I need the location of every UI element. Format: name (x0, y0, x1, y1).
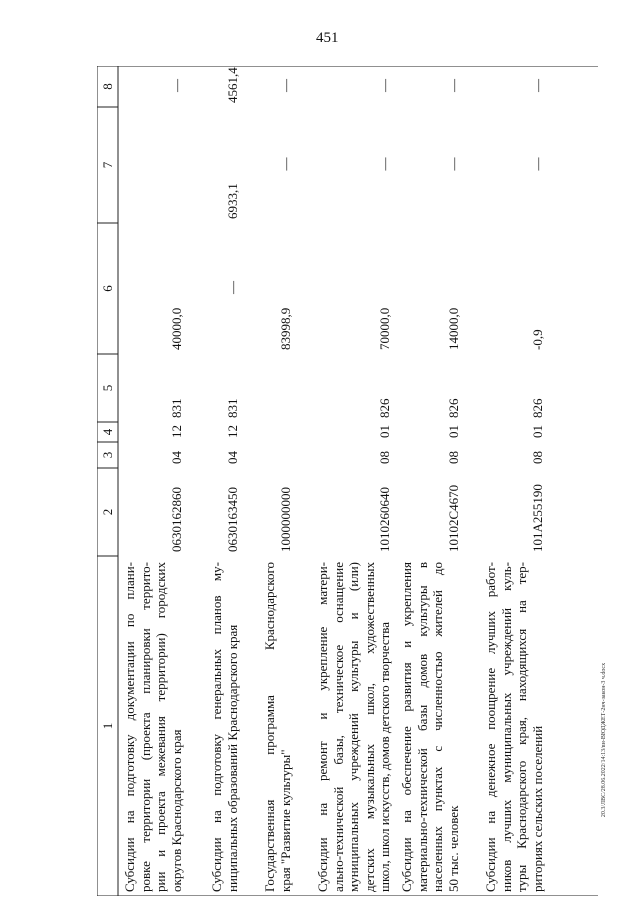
row-3-c6: 83998,9 (277, 307, 293, 350)
row-5-c7: — (445, 157, 461, 171)
row-6-c5: 826 (529, 398, 545, 418)
row-1-c4: 12 (168, 425, 184, 438)
row-6-description-line: Субсидии на денежное поощрение лучших работ- (483, 562, 498, 892)
row-3-c8: — (277, 79, 293, 92)
budget-table (97, 66, 598, 896)
row-2-description-line: ниципальных образований Краснодарского края (224, 624, 240, 892)
row-2-c5: 831 (224, 398, 240, 418)
row-6-description-line: риториях сельских поселений (529, 725, 545, 892)
column-header-4: 4 (100, 428, 115, 436)
row-5-c5: 826 (445, 398, 461, 418)
row-5-c8: — (445, 79, 461, 92)
row-4-c3: 08 (377, 451, 392, 464)
row-3-c7: — (277, 157, 293, 171)
row-2-c4: 12 (224, 425, 240, 438)
row-5-description-line: населенных пунктах с численностью жителей до (430, 562, 445, 892)
row-4-c7: — (377, 157, 392, 171)
column-header-7: 7 (100, 161, 115, 169)
row-2-c3: 04 (224, 451, 240, 464)
row-4-c8: — (377, 79, 392, 92)
row-5-code: 10102С4670 (445, 484, 461, 552)
row-4-c5: 826 (377, 398, 392, 418)
row-1-code: 0630162860 (168, 487, 184, 552)
document-path-note: 20.3/ЛВС/28.06.2022/14:13/вн-ВЮДЖЕТ-2нч-закон-3 ч.docx (601, 662, 607, 818)
row-6-c7: — (529, 157, 545, 171)
row-4-description-line: муниципальных учреждений культуры и (или) (346, 562, 361, 892)
row-5-description-line: материально-технической базы домов культуры в (414, 562, 430, 892)
row-3-description-line: Государственная программа Краснодарского (262, 562, 277, 892)
row-2-c6: — (224, 281, 240, 294)
row-5-description-line: Субсидии на обеспечение развития и укрепления (399, 562, 414, 892)
row-5-c4: 01 (445, 425, 461, 438)
row-3-code: 1000000000 (277, 487, 293, 552)
row-4-c4: 01 (377, 425, 392, 438)
column-header-2: 2 (100, 508, 115, 516)
row-6-description-line: туры Краснодарского края, находящихся на тер- (514, 562, 529, 892)
row-1-description-line: ровке территории (проекта планировки террито- (137, 562, 153, 892)
page-number: 451 (316, 30, 339, 46)
row-2-c8: 4561,4 (224, 67, 240, 103)
row-4-code: 1010260640 (377, 487, 392, 552)
row-1-c6: 40000,0 (168, 307, 184, 350)
row-4-description-line: Субсидии на ремонт и укрепление матери- (315, 562, 330, 892)
row-6-c8: — (529, 79, 545, 92)
row-4-description-line: ально-технической базы, техническое оснащение (330, 562, 346, 892)
rotated-table-content (97, 66, 598, 896)
row-2-description-line: Субсидии на подготовку генеральных планов му- (209, 562, 224, 892)
row-1-description-line: округов Краснодарского края (168, 729, 184, 892)
column-header-5: 5 (100, 384, 115, 392)
row-4-c6: 70000,0 (377, 307, 392, 350)
row-4-description-line: детских музыкальных школ, художественных (361, 562, 377, 892)
row-1-description-line: Субсидии на подготовку документации по плани- (122, 562, 137, 892)
row-1-c8: — (168, 79, 184, 92)
row-3-description-line: края "Развитие культуры" (277, 749, 293, 892)
row-6-c6: -0,9 (529, 329, 545, 350)
row-2-c7: 6933,1 (224, 183, 240, 219)
row-6-description-line: ников лучших муниципальных учреждений куль- (498, 562, 514, 892)
column-header-8: 8 (100, 83, 115, 90)
row-5-c3: 08 (445, 451, 461, 464)
row-5-c6: 14000,0 (445, 307, 461, 350)
row-5-description-line: 50 тыс. человек (445, 805, 461, 892)
row-6-c4: 01 (529, 425, 545, 438)
row-4-description-line: школ, школ искусств, домов детского творчества (377, 621, 392, 892)
row-1-description-line: рии и проекта межевания территории) городских (153, 562, 168, 892)
column-header-3: 3 (100, 451, 115, 459)
column-header-1: 1 (100, 722, 115, 730)
row-1-c3: 04 (168, 451, 184, 464)
row-6-c3: 08 (529, 451, 545, 464)
row-2-code: 0630163450 (224, 487, 240, 552)
column-header-6: 6 (100, 285, 115, 292)
row-1-c5: 831 (168, 398, 184, 418)
row-6-code: 101A255190 (529, 484, 545, 552)
